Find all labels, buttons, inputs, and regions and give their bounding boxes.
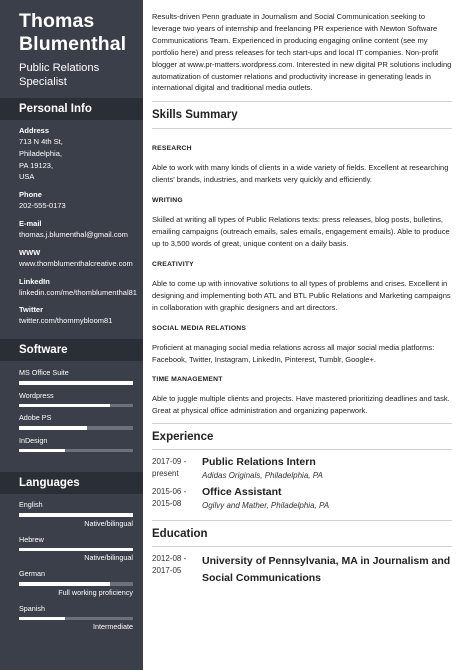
- skill-block: [152, 144, 452, 186]
- phone-label: Phone: [19, 190, 42, 200]
- email-label: E-mail: [19, 218, 42, 228]
- experience-title: Public Relations Intern: [202, 456, 316, 469]
- experience-heading: Experience: [152, 431, 214, 444]
- sidebar: [0, 0, 143, 670]
- software-name: Adobe PS: [19, 413, 52, 423]
- linkedin-label: LinkedIn: [19, 276, 50, 286]
- software-item: [19, 413, 139, 430]
- divider: [152, 101, 452, 102]
- candidate-name: [0, 0, 143, 56]
- language-level-fill: [19, 617, 65, 621]
- language-item: [19, 604, 139, 633]
- email-item: [19, 219, 139, 241]
- software-level-fill: [19, 426, 87, 430]
- skill-block: [152, 375, 452, 417]
- job-title: [0, 56, 143, 89]
- twitter-label: Twitter: [19, 305, 44, 315]
- skill-block: [152, 324, 452, 366]
- experience-employer: Ogilvy and Mather, Philadelphia, PA: [202, 501, 330, 511]
- language-level-bar: [19, 582, 133, 586]
- skill-title: SOCIAL MEDIA RELATIONS: [152, 324, 247, 332]
- education-list: [152, 553, 452, 587]
- skill-title: WRITING: [152, 197, 183, 205]
- divider: [152, 546, 452, 547]
- address-label: Address: [19, 126, 50, 135]
- experience-title: Office Assistant: [202, 486, 282, 499]
- phone-value: 202-555-0173: [19, 201, 66, 211]
- education-heading: Education: [152, 528, 208, 541]
- experience-list: [152, 456, 452, 512]
- languages-list: [0, 494, 143, 632]
- divider: [152, 520, 452, 521]
- software-name: MS Office Suite: [19, 368, 69, 378]
- software-name: Wordpress: [19, 390, 54, 400]
- email-value[interactable]: thomas.j.blumenthal@gmail.com: [19, 229, 128, 239]
- experience-details: [202, 486, 452, 512]
- language-level-label: Native/bilingual: [84, 553, 133, 563]
- skill-description: Skilled at writing all types of Public Relations texts: press releases, blog posts, bulletins, emailing campaigns (outreach emails, sales emails, engagement emails). Able to produce up to 3,500 words of great, unique content on a daily basis.: [152, 215, 450, 248]
- personal-info-heading: Personal Info: [0, 98, 143, 120]
- address-item: [19, 126, 139, 183]
- software-item: [19, 391, 139, 408]
- language-level-bar: [19, 548, 133, 552]
- software-item: [19, 368, 139, 385]
- language-item: [19, 500, 139, 529]
- website-label: WWW: [19, 247, 41, 257]
- software-level-fill: [19, 404, 110, 408]
- language-name: English: [19, 500, 43, 510]
- skill-title: TIME MANAGEMENT: [152, 376, 223, 384]
- language-level-label: Intermediate: [93, 622, 133, 632]
- twitter-item: [19, 305, 139, 327]
- language-level-bar: [19, 513, 133, 517]
- skills-summary-heading: Skills Summary: [152, 109, 238, 122]
- language-name: German: [19, 569, 45, 579]
- job-title-line-2: Specialist: [19, 75, 67, 88]
- software-level-bar: [19, 381, 133, 385]
- software-level-bar: [19, 404, 133, 408]
- candidate-last-name: Blumenthal: [19, 33, 127, 55]
- divider: [152, 449, 452, 450]
- profile-summary: Results-driven Penn graduate in Journalism and Social Communication seeking to leverage two years of internship and freelancing PR experience with Newton Software Communications Team. Experienced in producing engaging online content (see my portfolio here) and press releases for tech start-ups and local IT companies. Non-profit blogger at www.pr-matters.wordpress.com. Interested in new digital PR solutions including automatization of customer relations and productivity increase in generating leads in international digital and traditional media outlets.: [152, 12, 452, 93]
- software-name: InDesign: [19, 435, 48, 445]
- divider: [152, 423, 452, 424]
- experience-date: 2015-06 - 2015-08: [152, 487, 187, 509]
- experience-date: 2017-09 - present: [152, 457, 187, 479]
- software-level-fill: [19, 381, 133, 385]
- software-item: [19, 436, 139, 453]
- website-item: [19, 248, 139, 270]
- education-entry: [152, 553, 452, 587]
- language-level-fill: [19, 548, 133, 552]
- skill-title: RESEARCH: [152, 145, 192, 153]
- linkedin-item: [19, 277, 139, 299]
- languages-heading: Languages: [0, 472, 143, 494]
- software-level-fill: [19, 449, 65, 453]
- experience-employer: Adidas Originals, Philadelphia, PA: [202, 471, 323, 481]
- skill-description: Proficient at managing social media relations across all major social media platforms: Facebook, Twitter, Instagram, LinkedIn, Pinterest, Tumblr, Google+.: [152, 342, 435, 364]
- software-list: [0, 361, 143, 464]
- linkedin-link[interactable]: linkedin.com/me/thomblumenthal81: [19, 287, 137, 297]
- skill-description: Able to come up with innovative solutions to all types of problems and crises. Excellent in designing and implementing both ATL and BTL Public Relations and Marketing campaigns in collaboration with graphic designers and art directors.: [152, 278, 451, 312]
- address-value: 713 N 4th St, Philadelphia, PA 19123, USA: [19, 137, 63, 182]
- skill-block: [152, 260, 452, 314]
- twitter-link[interactable]: twitter.com/thommybloom81: [19, 316, 113, 326]
- skills-list: [152, 144, 452, 417]
- language-item: [19, 569, 139, 598]
- education-title: University of Pennsylvania, MA in Journalism and Social Communications: [202, 555, 451, 585]
- language-level-bar: [19, 617, 133, 621]
- skill-block: [152, 196, 452, 250]
- education-date: 2012-08 - 2017-05: [152, 554, 187, 576]
- skill-description: Able to juggle multiple clients and projects. Have mastered prioritizing deadlines and task. Great at physical office administration and organizing paperwork.: [152, 394, 450, 416]
- software-heading: Software: [0, 339, 143, 361]
- website-link[interactable]: www.thomblumenthalcreative.com: [19, 258, 133, 268]
- software-level-bar: [19, 449, 133, 453]
- language-name: Spanish: [19, 603, 45, 613]
- phone-item: [19, 190, 139, 212]
- software-level-bar: [19, 426, 133, 430]
- education-details: [202, 553, 452, 587]
- skill-description: Able to work with many kinds of clients in a wide variety of fields. Excellent at researching clients' brands, industries, and markets very quickly and efficiently.: [152, 163, 449, 185]
- language-name: Hebrew: [19, 534, 44, 544]
- language-level-label: Full working proficiency: [58, 587, 133, 597]
- skill-title: CREATIVITY: [152, 260, 194, 268]
- main-content: [152, 0, 452, 587]
- language-item: [19, 535, 139, 564]
- job-title-line-1: Public Relations: [19, 62, 100, 74]
- language-level-label: Native/bilingual: [84, 518, 133, 528]
- experience-details: [202, 456, 452, 482]
- candidate-first-name: Thomas: [19, 10, 95, 32]
- experience-entry: [152, 456, 452, 482]
- divider: [152, 128, 452, 129]
- experience-entry: [152, 486, 452, 512]
- personal-info-list: [0, 120, 143, 327]
- language-level-fill: [19, 582, 110, 586]
- language-level-fill: [19, 513, 133, 517]
